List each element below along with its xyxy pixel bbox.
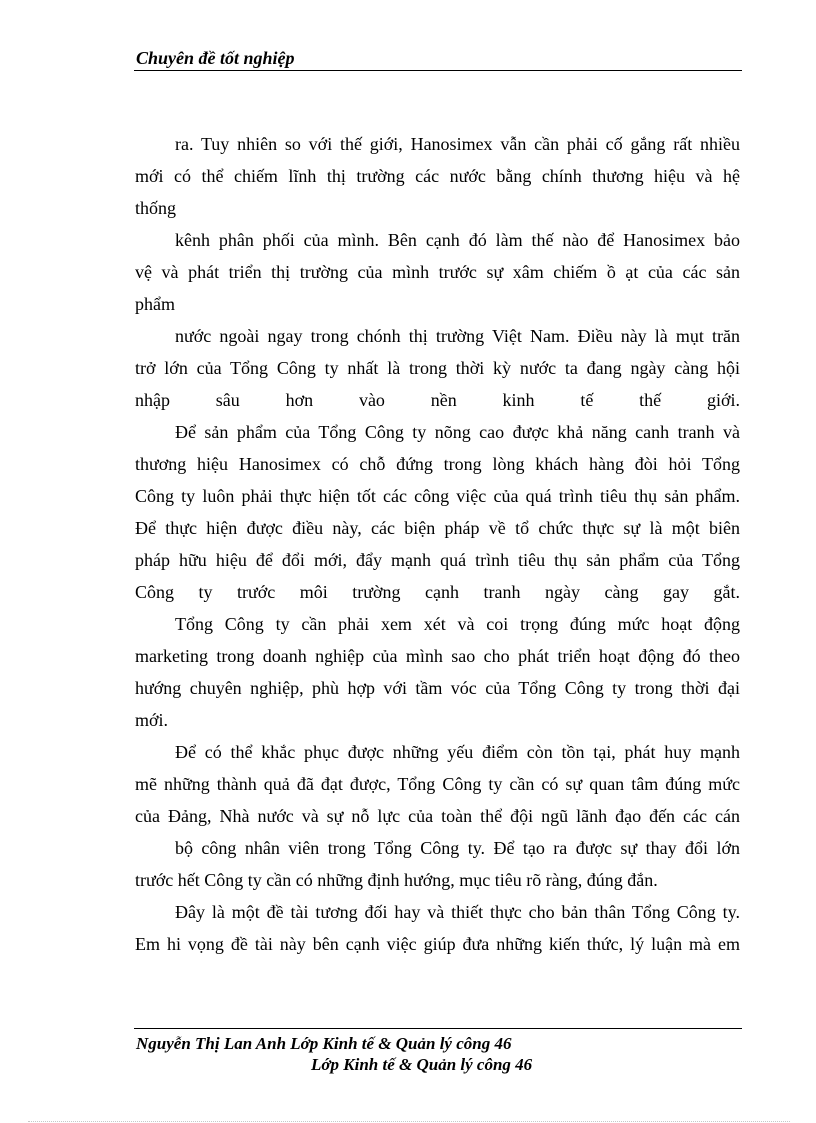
footer-author-line: Nguyễn Thị Lan Anh Lớp Kinh tế & Quản lý công 46 — [136, 1034, 512, 1053]
body-line: Để có thể khắc phục được những yếu điểm còn tồn tại, phát huy mạnh — [175, 742, 740, 762]
body-line: của Đảng, Nhà nước và sự nỗ lực của toàn thể đội ngũ lãnh đạo đến các cán — [135, 806, 740, 826]
body-line: mẽ những thành quả đã đạt được, Tổng Công ty cần có sự quan tâm đúng mức — [135, 774, 740, 794]
body-line: bộ công nhân viên trong Tổng Công ty. Để tạo ra được sự thay đổi lớn — [175, 838, 740, 858]
body-line: pháp hữu hiệu để đổi mới, đẩy mạnh quá trình tiêu thụ sản phẩm của Tổng — [135, 550, 740, 570]
page-header-title: Chuyên đề tốt nghiệp — [136, 48, 295, 68]
body-line: Em hi vọng đề tài này bên cạnh việc giúp đưa những kiến thức, lý luận mà em — [135, 934, 740, 954]
body-line: marketing trong doanh nghiệp của mình sao cho phát triển hoạt động đó theo — [135, 646, 740, 666]
body-line: trước hết Công ty cần có những định hướng, mục tiêu rõ ràng, đúng đắn. — [135, 870, 658, 890]
document-body — [135, 128, 740, 960]
body-line: Để thực hiện được điều này, các biện pháp về tổ chức thực sự là một biên — [135, 518, 740, 538]
body-line: Công ty luôn phải thực hiện tốt các công việc của quá trình tiêu thụ sản phẩm. — [135, 486, 740, 506]
body-line: trở lớn của Tổng Công ty nhất là trong thời kỳ nước ta đang ngày càng hội — [135, 358, 740, 378]
body-line: ra. Tuy nhiên so với thế giới, Hanosimex vẫn cần phải cố gắng rất nhiều — [175, 134, 740, 154]
body-line: vệ và phát triển thị trường của mình trước sự xâm chiếm ồ ạt của các sản — [135, 262, 740, 282]
body-line: mới có thể chiếm lĩnh thị trường các nước bằng chính thương hiệu và hệ — [135, 166, 740, 186]
body-line: mới. — [135, 710, 169, 730]
body-line: Công ty trước môi trường cạnh tranh ngày càng gay gắt. — [135, 582, 740, 602]
body-line: thống — [135, 198, 177, 218]
body-line: Để sản phẩm của Tổng Công ty nõng cao được khả năng canh tranh và — [175, 422, 740, 442]
footer-divider — [134, 1028, 742, 1029]
page-bottom-edge — [28, 1121, 790, 1122]
body-line: nước ngoài ngay trong chónh thị trường Việt Nam. Điều này là mụt trăn — [175, 326, 740, 346]
body-line: nhập sâu hơn vào nền kinh tế thế giới. — [135, 390, 740, 410]
body-line: phẩm — [135, 294, 175, 314]
body-line: kênh phân phối của mình. Bên cạnh đó làm thế nào để Hanosimex bảo — [175, 230, 740, 250]
footer-class-line: Lớp Kinh tế & Quản lý công 46 — [311, 1055, 533, 1074]
body-line: Đây là một đề tài tương đối hay và thiết thực cho bản thân Tổng Công ty. — [175, 902, 740, 922]
body-line: thương hiệu Hanosimex có chỗ đứng trong lòng khách hàng đòi hỏi Tổng — [135, 454, 740, 474]
header-divider — [134, 70, 742, 71]
body-line: hướng chuyên nghiệp, phù hợp với tầm vóc của Tổng Công ty trong thời đại — [135, 678, 740, 698]
body-line: Tổng Công ty cần phải xem xét và coi trọng đúng mức hoạt động — [175, 614, 740, 634]
